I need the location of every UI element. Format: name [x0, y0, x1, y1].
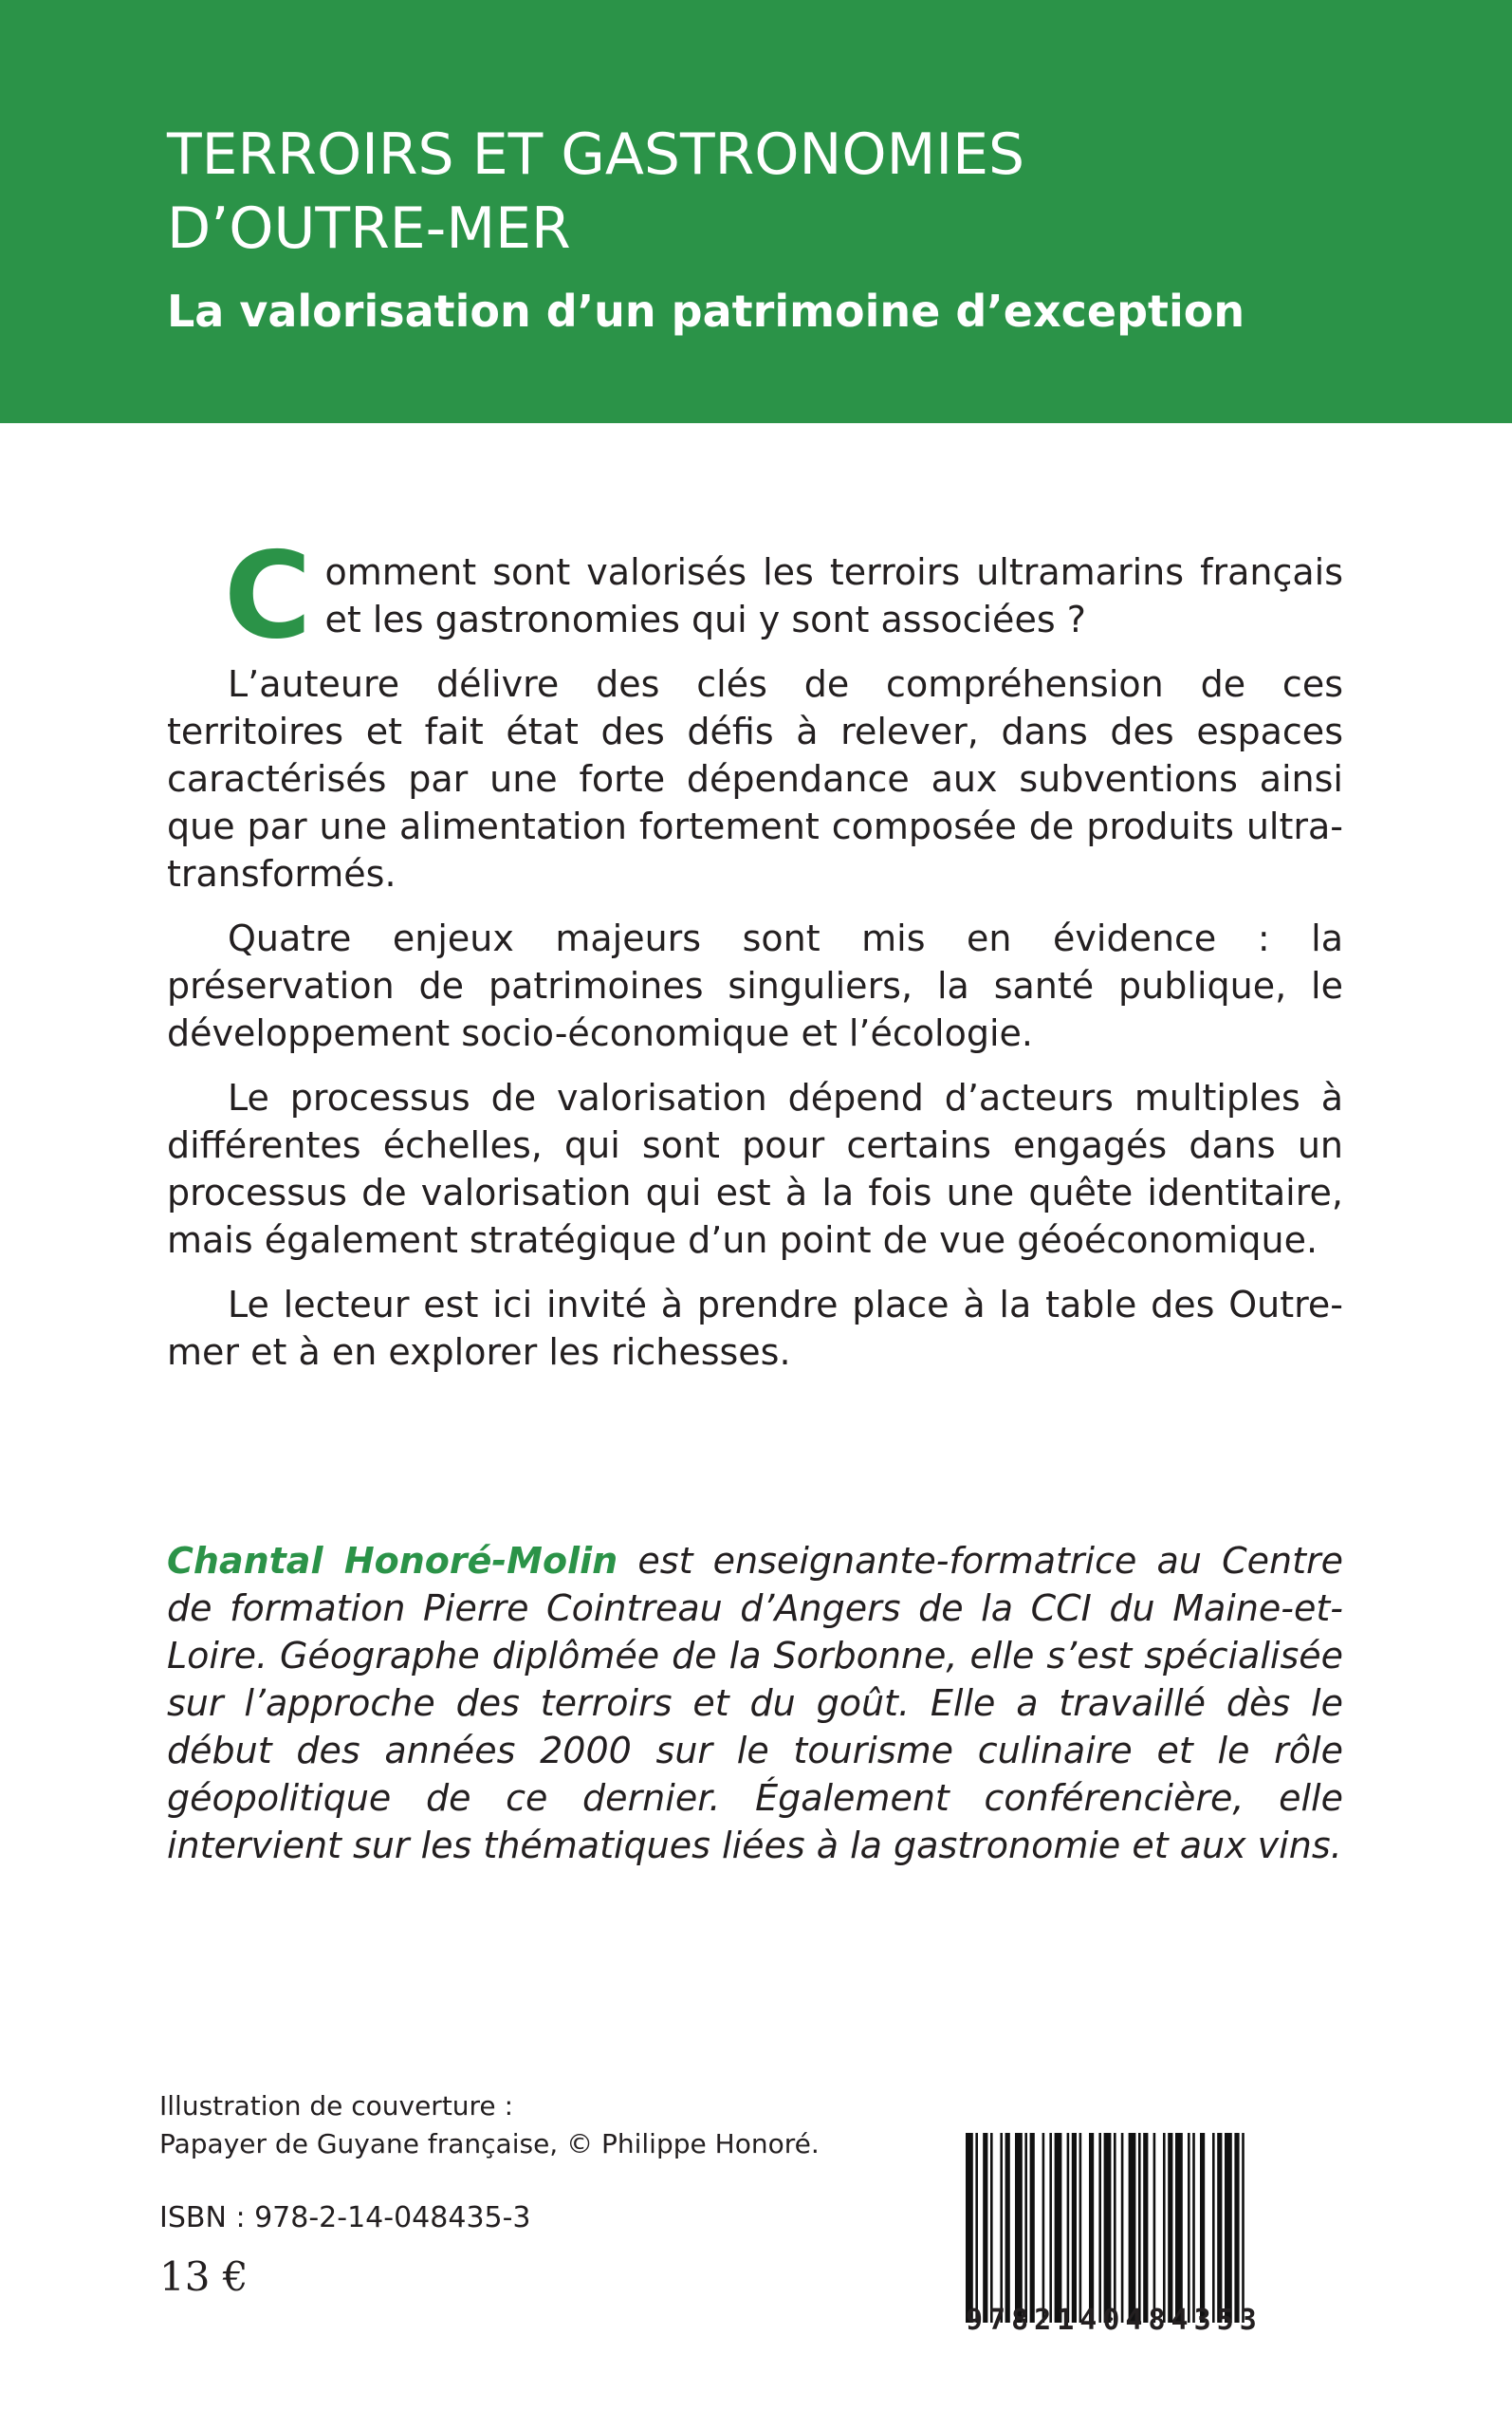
barcode-bar [1163, 2133, 1166, 2323]
barcode-bar [990, 2133, 993, 2323]
barcode-bar [1138, 2133, 1141, 2323]
barcode-bar [1114, 2133, 1116, 2323]
barcode-bar [1175, 2133, 1183, 2323]
barcode-bar [1234, 2133, 1239, 2323]
barcode-bar [1104, 2133, 1112, 2323]
barcode-bar [1079, 2133, 1082, 2323]
book-subtitle: La valorisation d’un patrimoine d’exception [167, 286, 1245, 337]
cover-credits [159, 2087, 1013, 2163]
barcode-bar [975, 2133, 978, 2323]
barcode-bar [1000, 2133, 1003, 2323]
barcode-digits: 9782140484353 [966, 2304, 1263, 2337]
barcode-bar [1143, 2133, 1148, 2323]
barcode-bar [966, 2133, 973, 2323]
credits-line-2: Papayer de Guyane française, © Philippe Honoré. [159, 2128, 820, 2159]
summary-paragraph-3: Quatre enjeux majeurs sont mis en évidence : la préservation de patrimoines singuliers, la santé publique, le développement socio-économique et l’écologie. [167, 917, 1343, 1054]
barcode-bar [1121, 2133, 1124, 2323]
price: 13 € [159, 2253, 249, 2300]
barcode-bar [1129, 2133, 1136, 2323]
barcode-bar [1098, 2133, 1101, 2323]
summary-first-sentence: omment sont valorisés les terroirs ultramarins français et les gastronomies qui y sont associées ? [324, 551, 1343, 640]
barcode-bar [1168, 2133, 1172, 2323]
barcode-bar [1242, 2133, 1245, 2323]
barcode-icon [966, 2133, 1343, 2323]
title-line-2: D’OUTRE-MER [167, 195, 571, 262]
barcode-bar [1212, 2133, 1215, 2323]
barcode-bar [1067, 2133, 1070, 2323]
author-bio-text: est enseignante-formatrice au Centre de formation Pierre Cointreau d’Angers de la CCI du Maine-et-Loire. Géographe diplômée de la Sorbonne, elle s’est spécialisée sur l’approche des terroirs et du goût. Elle a travaillé dès le début des années 2000 sur le tourisme culinaire et le rôle géopolitique de ce dernier. Également conférencière, elle intervient sur les thématiques liées à la gastronomie et aux vins. [167, 1540, 1344, 1866]
book-title [167, 118, 1400, 266]
summary-paragraph-2: L’auteure délivre des clés de compréhension de ces territoires et fait état des défis à relever, dans des espaces caractérisés par une forte dépendance aux subventions ainsi que par une alimentation fortement composée de produits ultra-transformés. [167, 663, 1343, 895]
barcode-bar [1005, 2133, 1010, 2323]
summary-text [167, 526, 1343, 1393]
barcode-bar [1072, 2133, 1077, 2323]
drop-cap: C [224, 526, 312, 665]
barcode-bar [1188, 2133, 1190, 2323]
credits-line-1: Illustration de couverture : [159, 2090, 513, 2122]
summary-paragraph-1 [167, 526, 1343, 665]
barcode-bar [1024, 2133, 1027, 2323]
barcode-bar [1089, 2133, 1094, 2323]
barcode-bar [1217, 2133, 1222, 2323]
author-name: Chantal Honoré-Molin [167, 1540, 618, 1582]
summary-paragraph-5: Le lecteur est ici invité à prendre place à la table des Outre-mer et à en explorer les richesses. [167, 1284, 1343, 1373]
barcode-bar [1042, 2133, 1045, 2323]
barcode-bar [983, 2133, 987, 2323]
barcode-bar [1225, 2133, 1232, 2323]
barcode-bar [1192, 2133, 1195, 2323]
author-bio [167, 1537, 1343, 1869]
barcode-bar [1015, 2133, 1023, 2323]
barcode-bar [1030, 2133, 1035, 2323]
title-line-1: TERROIRS ET GASTRONOMIES [167, 121, 1025, 188]
barcode-bar [1049, 2133, 1052, 2323]
barcode-bar [1055, 2133, 1062, 2323]
isbn: ISBN : 978-2-14-048435-3 [159, 2201, 531, 2234]
header-band [0, 0, 1512, 423]
summary-paragraph-4: Le processus de valorisation dépend d’acteurs multiples à différentes échelles, qui sont pour certains engagés dans un processus de valorisation qui est à la fois une quête identitaire, mais également stratégique d’un point de vue géoéconomique. [167, 1077, 1343, 1261]
barcode-bar [1153, 2133, 1156, 2323]
barcode-bar [1200, 2133, 1205, 2323]
